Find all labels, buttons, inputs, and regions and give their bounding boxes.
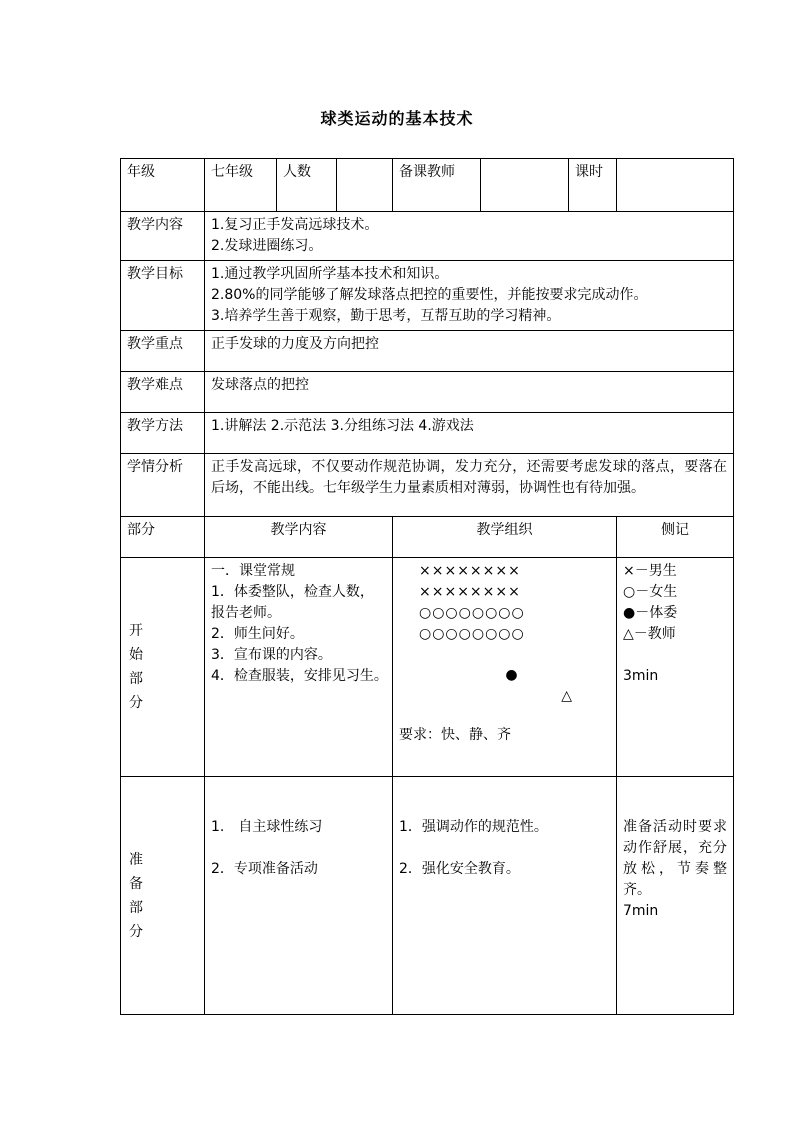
legend-item: ○－女生	[623, 584, 678, 600]
opening-content-line: 1．体委整队，检查人数，报告老师。	[211, 584, 374, 621]
period-label: 课时	[569, 159, 617, 212]
content-label: 教学内容	[121, 212, 205, 261]
formation-row-boys: ××××××××	[419, 563, 521, 579]
content-cell	[205, 212, 734, 261]
prep-org-line: 2．强化安全教育。	[399, 861, 520, 877]
grade-label: 年级	[121, 159, 205, 212]
goals-label: 教学目标	[121, 261, 205, 331]
section-org-header: 教学组织	[393, 517, 617, 558]
goals-row	[121, 261, 734, 331]
count-label: 人数	[277, 159, 337, 212]
formation-row-boys: ××××××××	[419, 584, 521, 600]
prep-organization	[393, 777, 617, 1015]
grade-value: 七年级	[205, 159, 277, 212]
opening-row	[121, 558, 734, 777]
section-content-header: 教学内容	[205, 517, 393, 558]
section-note-header: 侧记	[617, 517, 734, 558]
opening-label-char: 始	[129, 647, 143, 663]
section-header-row	[121, 517, 734, 558]
opening-content-line: 2．师生问好。	[211, 626, 304, 642]
prep-note	[617, 777, 734, 1015]
opening-organization	[393, 558, 617, 777]
opening-content-line: 3．宣布课的内容。	[211, 647, 332, 663]
page-title: 球类运动的基本技术	[320, 109, 474, 128]
period-value	[617, 159, 734, 212]
prep-label-char: 分	[129, 923, 143, 940]
requirement-text: 要求：快、静、齐	[399, 727, 511, 743]
goal-line: 3.培养学生善于观察，勤于思考，互帮互助的学习精神。	[211, 308, 561, 324]
content-line: 1.复习正手发高远球技术。	[211, 217, 379, 233]
difficulty-row	[121, 372, 734, 413]
content-line: 2.发球进圈练习。	[211, 238, 323, 254]
analysis-text: 正手发高远球，不仅要动作规范协调，发力充分，还需要考虑发球的落点，要落在后场，不能出线。七年级学生力量素质相对薄弱，协调性也有待加强。	[205, 454, 734, 517]
prep-label	[121, 777, 205, 1015]
opening-content-line: 4．检查服装，安排见习生。	[211, 668, 388, 684]
method-row	[121, 413, 734, 454]
formation-row-girls: ○○○○○○○○	[419, 626, 525, 642]
opening-content	[205, 558, 393, 777]
difficulty-label: 教学难点	[121, 372, 205, 413]
header-row	[121, 159, 734, 212]
opening-label-char: 分	[129, 695, 143, 711]
analysis-label: 学情分析	[121, 454, 205, 517]
key-point-row	[121, 331, 734, 372]
legend-item: △－教师	[623, 626, 676, 642]
prep-label-char: 备	[129, 875, 143, 892]
prep-org-line: 1．强调动作的规范性。	[399, 819, 548, 835]
opening-label-char: 开	[129, 623, 143, 639]
goals-cell	[205, 261, 734, 331]
opening-time: 3min	[623, 668, 659, 684]
count-value	[337, 159, 393, 212]
prep-label-char: 部	[129, 899, 143, 916]
difficulty-text: 发球落点的把控	[205, 372, 734, 413]
method-text: 1.讲解法 2.示范法 3.分组练习法 4.游戏法	[205, 413, 734, 454]
leader-mark: ●	[505, 667, 518, 683]
prep-content	[205, 777, 393, 1015]
prep-note-text: 准备活动时要求动作舒展，充分放松，节奏整齐。	[623, 819, 727, 898]
prep-row	[121, 777, 734, 1015]
key-point-text: 正手发球的力度及方向把控	[205, 331, 734, 372]
lesson-plan-table	[120, 158, 734, 1015]
legend-item: ●－体委	[623, 605, 678, 621]
formation-row-girls: ○○○○○○○○	[419, 605, 525, 621]
teacher-value	[481, 159, 569, 212]
goal-line: 2.80%的同学能够了解发球落点把控的重要性，并能按要求完成动作。	[211, 287, 648, 303]
analysis-row	[121, 454, 734, 517]
teacher-mark: △	[561, 688, 572, 704]
opening-note	[617, 558, 734, 777]
prep-content-line: 2．专项准备活动	[211, 861, 318, 877]
prep-label-char: 准	[129, 851, 143, 868]
prep-content-line: 1. 自主球性练习	[211, 819, 323, 835]
opening-label	[121, 558, 205, 777]
opening-label-char: 部	[129, 671, 143, 687]
teacher-label: 备课教师	[393, 159, 481, 212]
method-label: 教学方法	[121, 413, 205, 454]
opening-content-line: 一．课堂常规	[211, 563, 295, 579]
content-row	[121, 212, 734, 261]
legend-item: ×－男生	[623, 563, 677, 579]
section-part-header: 部分	[121, 517, 205, 558]
key-point-label: 教学重点	[121, 331, 205, 372]
goal-line: 1.通过教学巩固所学基本技术和知识。	[211, 266, 449, 282]
prep-time: 7min	[623, 903, 659, 919]
